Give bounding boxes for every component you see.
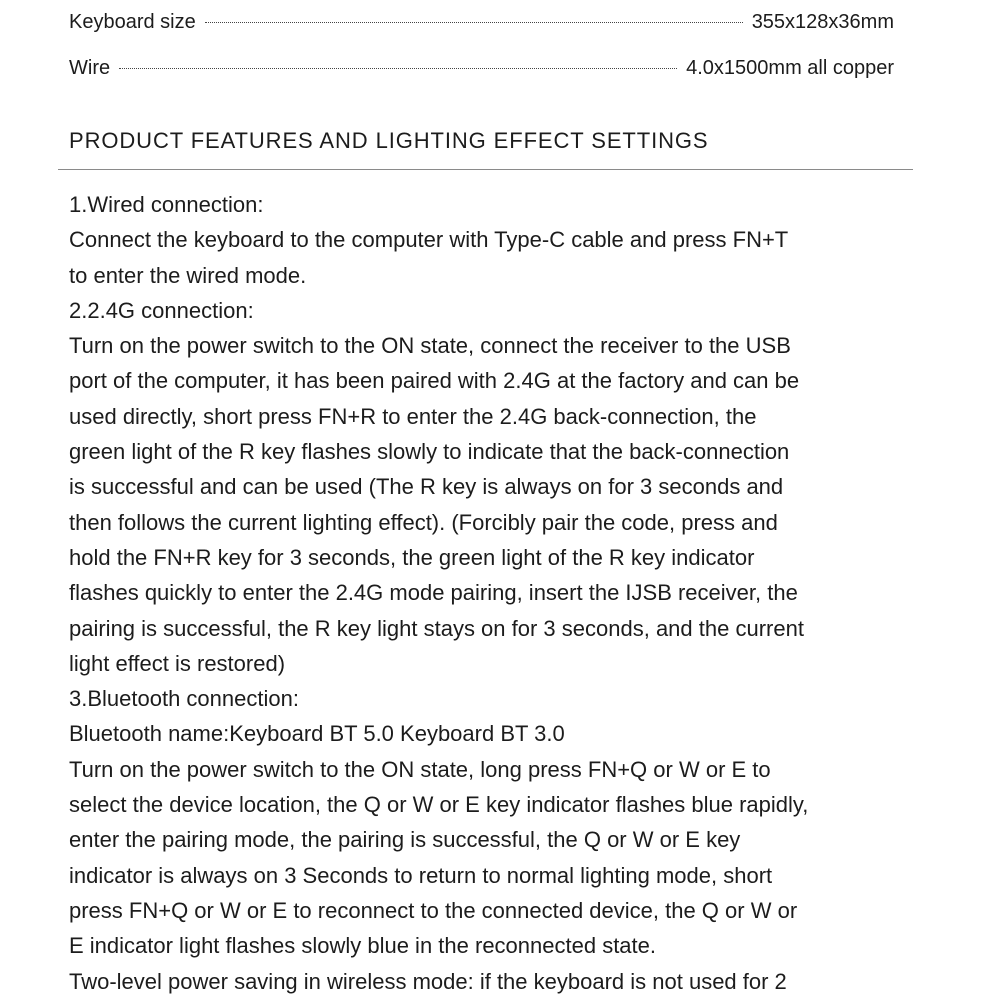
spec-value: 4.0x1500mm all copper xyxy=(686,57,894,79)
text-line: light effect is restored) xyxy=(69,650,286,676)
text-line: Bluetooth name:Keyboard BT 5.0 Keyboard BT 3.0 xyxy=(69,721,565,747)
spec-row-wire xyxy=(69,56,894,80)
text-line: then follows the current lighting effect). (Forcibly pair the code, press and xyxy=(69,509,778,535)
text-line: E indicator light flashes slowly blue in the reconnected state. xyxy=(69,933,656,959)
spec-label: Keyboard size xyxy=(69,11,196,33)
text-line: select the device location, the Q or W or E key indicator flashes blue rapidly, xyxy=(69,792,809,818)
text-line: 2.2.4G connection: xyxy=(69,297,254,323)
spec-row-keyboard-size xyxy=(69,10,894,34)
text-line: port of the computer, it has been paired with 2.4G at the factory and can be xyxy=(69,368,800,394)
text-line: Two-level power saving in wireless mode: if the keyboard is not used for 2 xyxy=(69,968,787,994)
instructions-body xyxy=(69,187,919,999)
text-line: Turn on the power switch to the ON state, connect the receiver to the USB xyxy=(69,333,791,359)
dotted-leader xyxy=(205,22,743,23)
text-line: enter the pairing mode, the pairing is successful, the Q or W or E key xyxy=(69,827,741,853)
text-line: Turn on the power switch to the ON state, long press FN+Q or W or E to xyxy=(69,756,771,782)
text-line: flashes quickly to enter the 2.4G mode pairing, insert the IJSB receiver, the xyxy=(69,580,798,606)
spec-value: 355x128x36mm xyxy=(751,11,894,33)
text-line: to enter the wired mode. xyxy=(69,262,307,288)
dotted-leader xyxy=(119,68,677,69)
text-line: used directly, short press FN+R to enter the 2.4G back-connection, the xyxy=(69,403,757,429)
section-divider xyxy=(58,169,913,170)
section-title: PRODUCT FEATURES AND LIGHTING EFFECT SETTINGS xyxy=(69,128,709,153)
text-line: green light of the R key flashes slowly to indicate that the back-connection xyxy=(69,439,790,465)
text-line: Connect the keyboard to the computer with Type-C cable and press FN+T xyxy=(69,227,789,253)
text-line: is successful and can be used (The R key is always on for 3 seconds and xyxy=(69,474,784,500)
text-line: press FN+Q or W or E to reconnect to the connected device, the Q or W or xyxy=(69,897,798,923)
text-line: 1.Wired connection: xyxy=(69,192,264,217)
text-line: indicator is always on 3 Seconds to return to normal lighting mode, short xyxy=(69,862,773,888)
spec-label: Wire xyxy=(69,57,111,79)
text-line: pairing is successful, the R key light stays on for 3 seconds, and the current xyxy=(69,615,804,641)
text-line: 3.Bluetooth connection: xyxy=(69,686,299,712)
text-line: hold the FN+R key for 3 seconds, the green light of the R key indicator xyxy=(69,544,755,570)
